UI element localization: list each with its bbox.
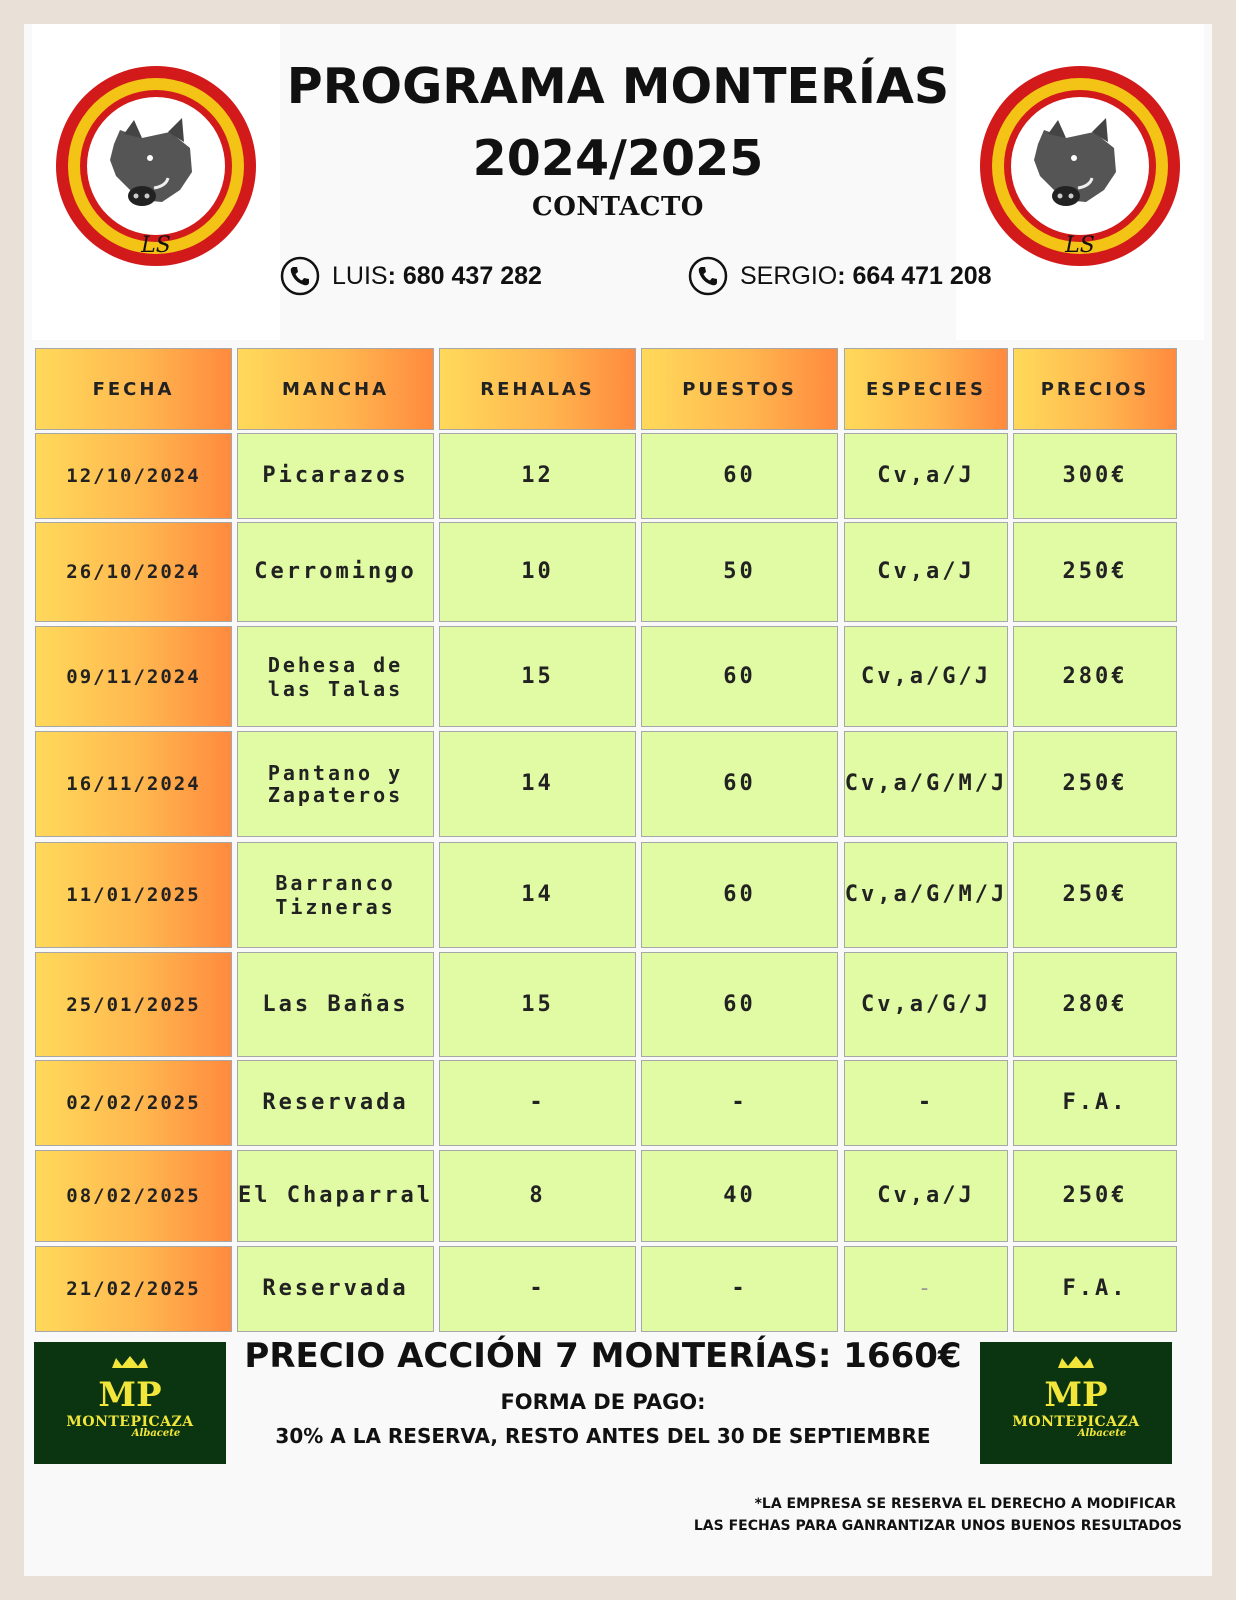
- contact-luis[interactable]: [280, 256, 542, 296]
- cell-fecha: 26/10/2024: [35, 522, 232, 622]
- contact-label: CONTACTO: [532, 192, 704, 222]
- column-header-fecha: FECHA: [35, 348, 232, 430]
- cell-mancha: Pantano y Zapateros: [237, 731, 434, 837]
- cell-precio: 250€: [1013, 1150, 1177, 1242]
- cell-fecha: 11/01/2025: [35, 842, 232, 948]
- column-header-mancha: MANCHA: [237, 348, 434, 430]
- cell-mancha: Barranco Tizneras: [237, 842, 434, 948]
- cell-fecha: 21/02/2025: [35, 1246, 232, 1332]
- poster-sheet: [24, 24, 1212, 1576]
- cell-mancha: Picarazos: [237, 433, 434, 519]
- cell-especies: Cv,a/J: [844, 522, 1008, 622]
- cell-fecha: 09/11/2024: [35, 626, 232, 727]
- cell-especies: Cv,a/G/J: [844, 626, 1008, 727]
- cell-rehalas: 8: [439, 1150, 636, 1242]
- cell-precio: 250€: [1013, 731, 1177, 837]
- contact-separator: :: [837, 261, 846, 290]
- cell-precio: 280€: [1013, 626, 1177, 727]
- sponsor-city: Albacete: [131, 1428, 181, 1439]
- cell-precio: F.A.: [1013, 1060, 1177, 1146]
- column-header-precios: PRECIOS: [1013, 348, 1177, 430]
- cell-especies: -: [844, 1246, 1008, 1332]
- cell-fecha: 25/01/2025: [35, 952, 232, 1057]
- cell-especies: Cv,a/G/M/J: [844, 842, 1008, 948]
- cell-puestos: 60: [641, 731, 838, 837]
- contact-separator: :: [387, 261, 396, 290]
- montepicaza-logo-left: [34, 1342, 226, 1464]
- cell-especies: Cv,a/J: [844, 433, 1008, 519]
- cell-puestos: 60: [641, 952, 838, 1057]
- cell-especies: Cv,a/G/M/J: [844, 731, 1008, 837]
- cell-rehalas: 14: [439, 842, 636, 948]
- cell-puestos: 60: [641, 626, 838, 727]
- cell-puestos: 40: [641, 1150, 838, 1242]
- cell-puestos: 60: [641, 842, 838, 948]
- contact-name: SERGIO: [740, 261, 838, 290]
- cell-rehalas: -: [439, 1060, 636, 1146]
- column-header-rehalas: REHALAS: [439, 348, 636, 430]
- svg-text:MP: MP: [1044, 1375, 1108, 1414]
- cell-fecha: 08/02/2025: [35, 1150, 232, 1242]
- price-line: PRECIO ACCIÓN 7 MONTERÍAS: 1660€: [244, 1336, 962, 1376]
- cell-precio: 250€: [1013, 522, 1177, 622]
- contact-sergio[interactable]: [688, 256, 992, 296]
- disclaimer-line-2: LAS FECHAS PARA GANRANTIZAR UNOS BUENOS RESULTADOS: [693, 1518, 1182, 1534]
- cell-rehalas: 15: [439, 952, 636, 1057]
- contact-phone: 680 437 282: [402, 261, 542, 290]
- cell-puestos: 60: [641, 433, 838, 519]
- column-header-puestos: PUESTOS: [641, 348, 838, 430]
- season-title: 2024/2025: [472, 130, 764, 187]
- cell-mancha: Cerromingo: [237, 522, 434, 622]
- cell-rehalas: 10: [439, 522, 636, 622]
- montepicaza-logo-right: [980, 1342, 1172, 1464]
- cell-rehalas: 12: [439, 433, 636, 519]
- contact-phone: 664 471 208: [852, 261, 992, 290]
- lances-de-siempre-logo-left: [32, 24, 280, 340]
- lances-de-siempre-logo-right: [956, 24, 1204, 340]
- column-header-especies: ESPECIES: [844, 348, 1008, 430]
- payment-label: FORMA DE PAGO:: [500, 1390, 706, 1414]
- cell-especies: Cv,a/J: [844, 1150, 1008, 1242]
- svg-text:LS: LS: [1065, 233, 1095, 258]
- cell-puestos: 50: [641, 522, 838, 622]
- cell-especies: Cv,a/G/J: [844, 952, 1008, 1057]
- svg-text:MP: MP: [98, 1375, 162, 1414]
- cell-mancha: Dehesa de las Talas: [237, 626, 434, 727]
- phone-icon: [280, 256, 320, 296]
- cell-precio: F.A.: [1013, 1246, 1177, 1332]
- cell-precio: 280€: [1013, 952, 1177, 1057]
- cell-fecha: 12/10/2024: [35, 433, 232, 519]
- sponsor-city: Albacete: [1077, 1428, 1127, 1439]
- cell-puestos: -: [641, 1060, 838, 1146]
- cell-mancha: Reservada: [237, 1060, 434, 1146]
- cell-fecha: 02/02/2025: [35, 1060, 232, 1146]
- contact-name: LUIS: [332, 261, 388, 290]
- sponsor-name: MONTEPICAZA: [1012, 1414, 1140, 1430]
- cell-especies: -: [844, 1060, 1008, 1146]
- cell-puestos: -: [641, 1246, 838, 1332]
- cell-mancha: Reservada: [237, 1246, 434, 1332]
- cell-precio: 300€: [1013, 433, 1177, 519]
- cell-mancha: El Chaparral: [237, 1150, 434, 1242]
- cell-rehalas: 15: [439, 626, 636, 727]
- cell-rehalas: -: [439, 1246, 636, 1332]
- cell-fecha: 16/11/2024: [35, 731, 232, 837]
- cell-rehalas: 14: [439, 731, 636, 837]
- page-title: PROGRAMA MONTERÍAS: [286, 58, 950, 115]
- svg-text:LS: LS: [141, 233, 171, 258]
- phone-icon: [688, 256, 728, 296]
- cell-mancha: Las Bañas: [237, 952, 434, 1057]
- payment-terms: 30% A LA RESERVA, RESTO ANTES DEL 30 DE SEPTIEMBRE: [275, 1424, 931, 1448]
- disclaimer-line-1: *LA EMPRESA SE RESERVA EL DERECHO A MODIFICAR: [754, 1496, 1176, 1512]
- cell-precio: 250€: [1013, 842, 1177, 948]
- sponsor-name: MONTEPICAZA: [66, 1414, 194, 1430]
